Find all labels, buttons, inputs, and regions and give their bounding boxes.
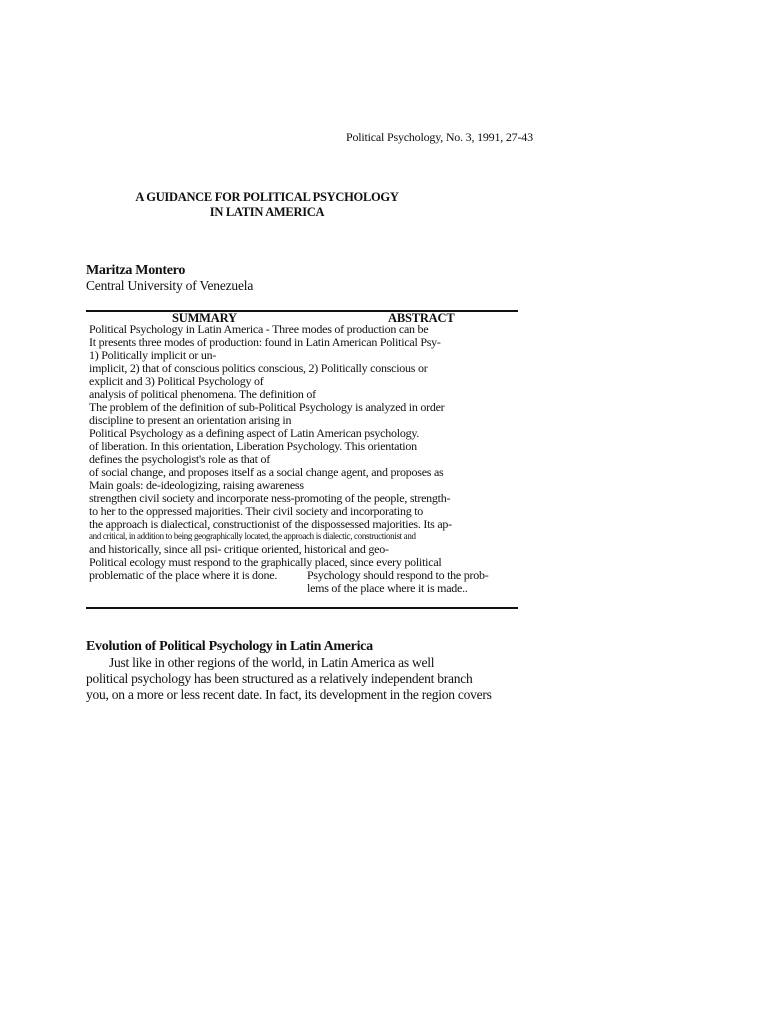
abstract-line: explicit and 3) Political Psychology of (89, 374, 264, 388)
abstract-line: analysis of political phenomena. The definition of (89, 387, 316, 401)
abstract-line: Main goals: de-ideologizing, raising awareness (89, 478, 304, 492)
abstract-line: of liberation. In this orientation, Liberation Psychology. This orientation (89, 439, 417, 453)
abstract-line: and historically, since all psi- critique oriented, historical and geo- (89, 542, 389, 556)
abstract-line: and critical, in addition to being geographically located, the approach is dialectic, constructionist and (89, 531, 416, 541)
abstract-line: It presents three modes of production: found in Latin American Political Psy- (89, 335, 441, 349)
abstract-bottom-rule (86, 607, 518, 609)
abstract-line: 1) Politically implicit or un- (89, 348, 217, 362)
abstract-line: implicit, 2) that of conscious politics conscious, 2) Politically conscious or (89, 361, 428, 375)
abstract-line: The problem of the definition of sub-Political Psychology is analyzed in order (89, 400, 445, 414)
abstract-line: Political Psychology as a defining aspect of Latin American psychology. (89, 426, 420, 440)
abstract-line-left: problematic of the place where it is done. (89, 568, 278, 582)
author-affiliation: Central University of Venezuela (86, 278, 254, 293)
journal-citation: Political Psychology, No. 3, 1991, 27-43 (346, 130, 533, 144)
abstract-line: Political ecology must respond to the graphically placed, since every political (89, 555, 442, 569)
abstract-line-right: Psychology should respond to the prob- (307, 568, 489, 582)
body-paragraph-line: Just like in other regions of the world, in Latin America as well (109, 655, 435, 670)
article-title-line-2: IN LATIN AMERICA (209, 205, 325, 219)
abstract-line: to her to the oppressed majorities. Their civil society and incorporating to (89, 504, 424, 518)
abstract-line: of social change, and proposes itself as a social change agent, and proposes as (89, 465, 444, 479)
body-paragraph-line: you, on a more or less recent date. In fact, its development in the region covers (86, 687, 492, 702)
abstract-line: the approach is dialectical, constructionist of the dispossessed majorities. Its ap- (89, 517, 452, 531)
article-title-line-1: A GUIDANCE FOR POLITICAL PSYCHOLOGY (135, 190, 399, 204)
section-heading: Evolution of Political Psychology in Latin America (86, 639, 373, 654)
summary-heading: SUMMARY (172, 311, 237, 325)
abstract-heading: ABSTRACT (388, 311, 455, 325)
abstract-line: Political Psychology in Latin America - Three modes of production can be (89, 322, 429, 336)
author-name: Maritza Montero (86, 263, 186, 278)
abstract-line: discipline to present an orientation arising in (89, 413, 292, 427)
abstract-line: strengthen civil society and incorporate ness-promoting of the people, strength- (89, 491, 451, 505)
abstract-line-right: lems of the place where it is made.. (307, 581, 468, 595)
body-paragraph-line: political psychology has been structured as a relatively independent branch (86, 671, 473, 686)
abstract-line: defines the psychologist's role as that of (89, 452, 270, 466)
